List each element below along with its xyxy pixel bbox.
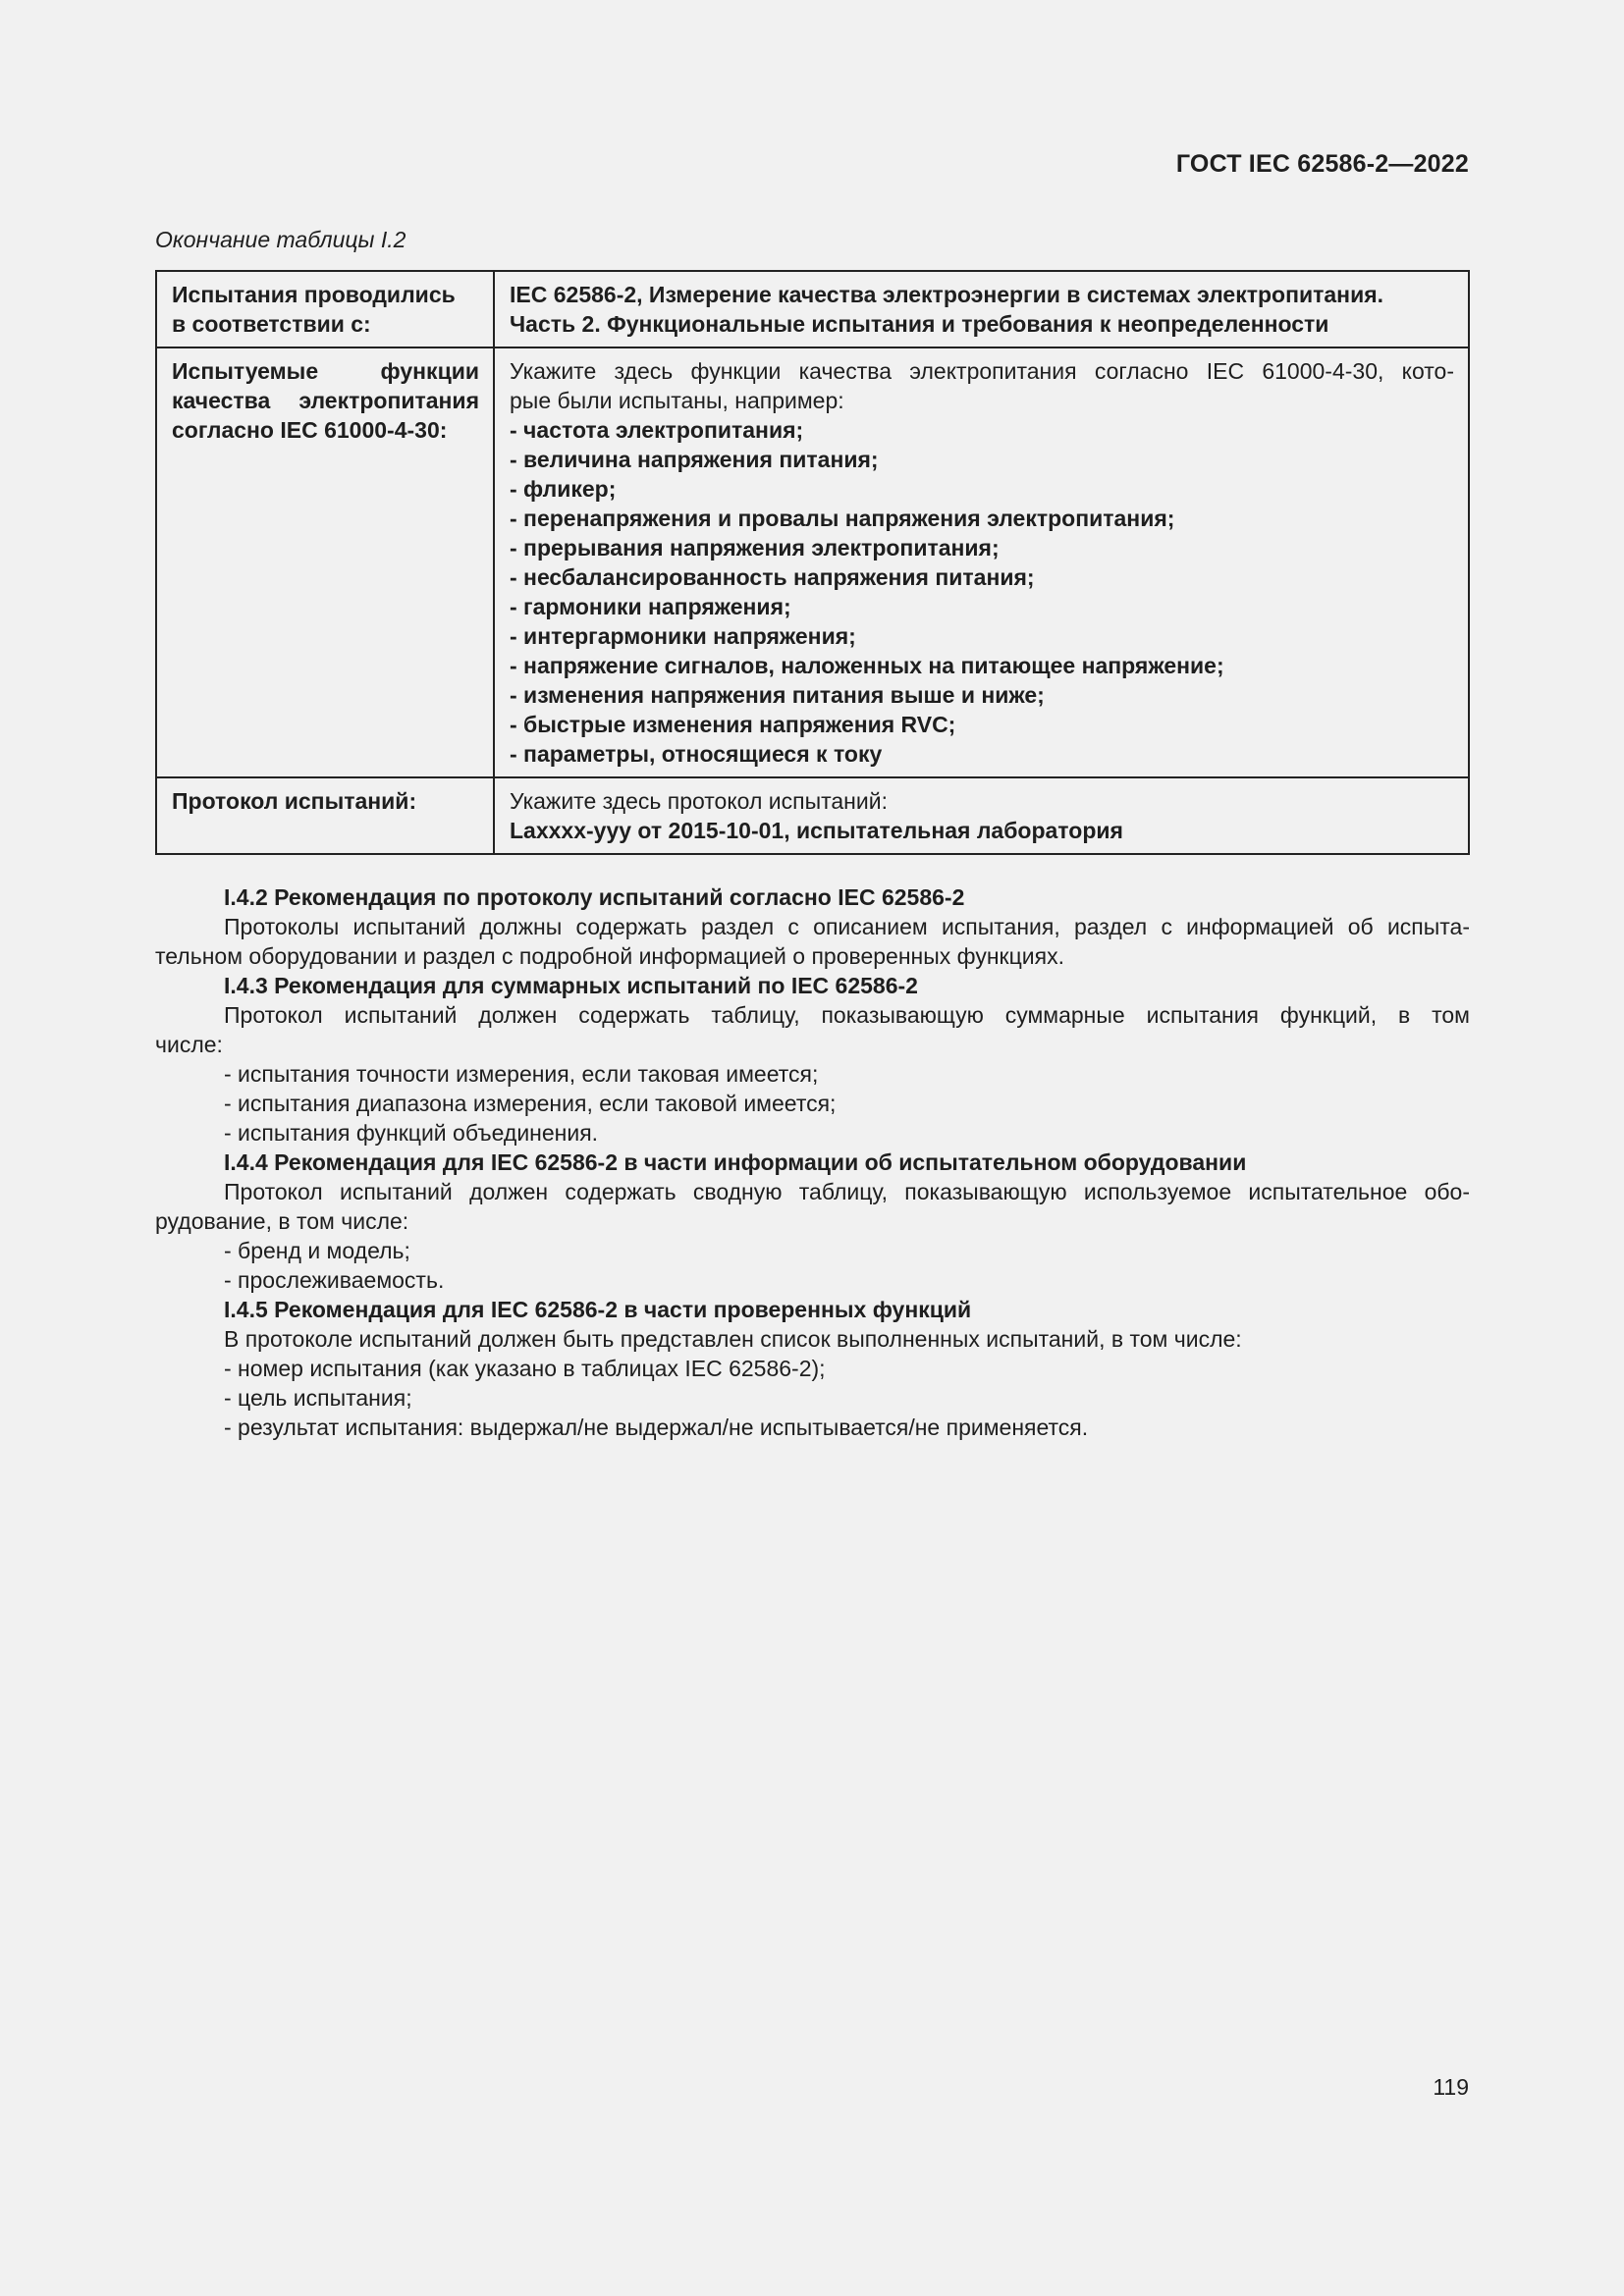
row-label (156, 777, 494, 854)
paragraph-line: рудование, в том числе: (155, 1208, 409, 1234)
report-table (155, 270, 1470, 855)
row-content (494, 271, 1469, 347)
paragraph-line: Протокол испытаний должен содержать сводную таблицу, показывающую используемое испытательное обо- (224, 1179, 1470, 1204)
list-item: - напряжение сигналов, наложенных на питающее напряжение; (510, 653, 1224, 678)
list-item: - испытания диапазона измерения, если таковой имеется; (224, 1091, 837, 1116)
label-line: Испытуемые функции (172, 358, 479, 384)
label-line: Испытания проводились (172, 282, 456, 307)
label-line: согласно IEC 61000-4-30: (172, 417, 448, 443)
paragraph-line: Протокол испытаний должен содержать таблицу, показывающую суммарные испытания функций, в том (224, 1002, 1470, 1028)
document-code-header: ГОСТ IEC 62586-2—2022 (1175, 150, 1469, 178)
row-label (156, 271, 494, 347)
standard-title-line: IEC 62586-2, Измерение качества электроэнергии в системах электропитания. (510, 282, 1384, 307)
label-line: Протокол испытаний: (172, 788, 417, 814)
row-label (156, 347, 494, 777)
paragraph-line: В протоколе испытаний должен быть представлен список выполненных испытаний, в том числе: (224, 1326, 1242, 1352)
page-number: 119 (1433, 2074, 1469, 2100)
table-row (156, 777, 1469, 854)
label-line: качества электропитания (172, 388, 479, 413)
body-text (155, 882, 1470, 1442)
list-item: - перенапряжения и провалы напряжения электропитания; (510, 506, 1175, 531)
list-item: - фликер; (510, 476, 617, 502)
list-item: - частота электропитания; (510, 417, 804, 443)
list-item: - бренд и модель; (224, 1238, 410, 1263)
section-heading: I.4.5 Рекомендация для IEC 62586-2 в части проверенных функций (224, 1297, 972, 1322)
intro-line: Укажите здесь протокол испытаний: (510, 788, 888, 814)
section-heading: I.4.3 Рекомендация для суммарных испытаний по IEC 62586-2 (224, 973, 918, 998)
list-item: - интергармоники напряжения; (510, 623, 856, 649)
table-row (156, 271, 1469, 347)
list-item: - испытания точности измерения, если таковая имеется; (224, 1061, 819, 1087)
list-item: - величина напряжения питания; (510, 447, 879, 472)
row-content (494, 347, 1469, 777)
paragraph-line: тельном оборудовании и раздел с подробной информацией о проверенных функциях. (155, 943, 1064, 969)
list-item: - номер испытания (как указано в таблицах IEC 62586-2); (224, 1356, 826, 1381)
list-item: - несбалансированность напряжения питания; (510, 564, 1035, 590)
list-item: - быстрые изменения напряжения RVC; (510, 712, 956, 737)
standard-title-line: Часть 2. Функциональные испытания и требования к неопределенности (510, 311, 1329, 337)
section-heading: I.4.2 Рекомендация по протоколу испытаний согласно IEC 62586-2 (224, 884, 965, 910)
paragraph-line: Протоколы испытаний должны содержать раздел с описанием испытания, раздел с информацией об испыта- (224, 914, 1470, 939)
label-line: в соответствии с: (172, 311, 371, 337)
list-item: - цель испытания; (224, 1385, 412, 1411)
list-item: - результат испытания: выдержал/не выдержал/не испытывается/не применяется. (224, 1415, 1089, 1440)
list-item: - прослеживаемость. (224, 1267, 445, 1293)
table-caption: Окончание таблицы I.2 (155, 227, 406, 252)
section-heading: I.4.4 Рекомендация для IEC 62586-2 в части информации об испытательном оборудовании (224, 1149, 1247, 1175)
list-item: - прерывания напряжения электропитания; (510, 535, 1000, 561)
list-item: - параметры, относящиеся к току (510, 741, 883, 767)
protocol-example: Laxxxx-yyy от 2015-10-01, испытательная лаборатория (510, 818, 1123, 843)
row-content (494, 777, 1469, 854)
list-item: - гармоники напряжения; (510, 594, 791, 619)
intro-line: Укажите здесь функции качества электропитания согласно IEC 61000-4-30, кото- (510, 358, 1454, 384)
list-item: - изменения напряжения питания выше и ниже; (510, 682, 1045, 708)
intro-line: рые были испытаны, например: (510, 388, 844, 413)
paragraph-line: числе: (155, 1032, 223, 1057)
list-item: - испытания функций объединения. (224, 1120, 599, 1146)
table-row (156, 347, 1469, 777)
